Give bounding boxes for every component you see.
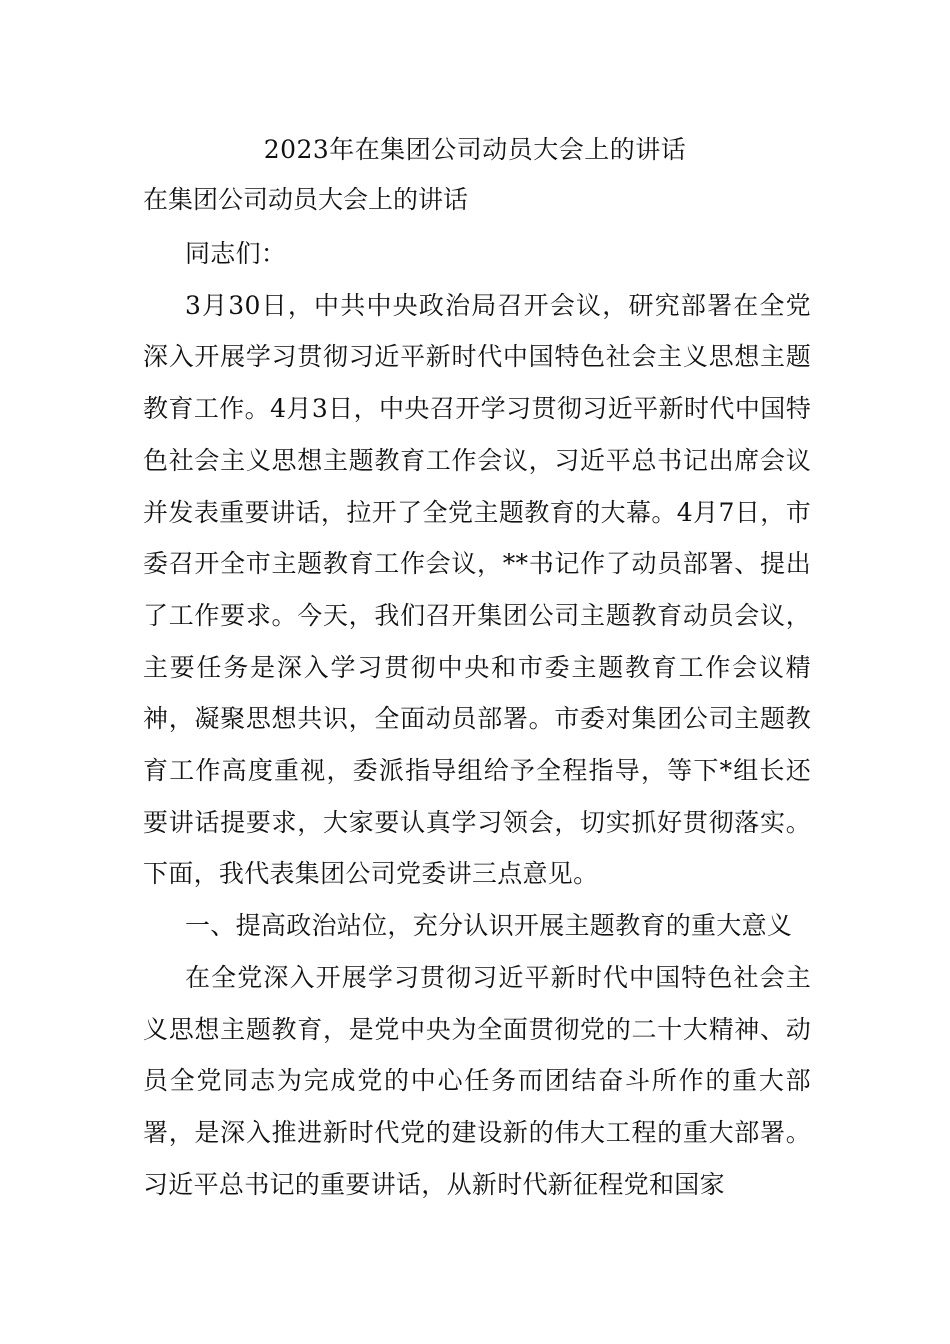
paragraph-section-1: 在全党深入开展学习贯彻习近平新时代中国特色社会主义思想主题教育，是党中央为全面贯彻党的二十大精神、动员全党同志为完成党的中心任务而团结奋斗所作的重大部署，是深入推进新时代党的建设新的伟大工程的重大部署。习近平总书记的重要讲话，从新时代新征程党和国家 bbox=[143, 962, 811, 1199]
paragraph-intro: 3月30日，中共中央政治局召开会议，研究部署在全党深入开展学习贯彻习近平新时代中国特色社会主义思想主题教育工作。4月3日，中央召开学习贯彻习近平新时代中国特色社会主义思想主题教育工作会议，习近平总书记出席会议并发表重要讲话，拉开了全党主题教育的大幕。4月7日，市委召开全市主题教育工作会议，**书记作了动员部署、提出了工作要求。今天，我们召开集团公司主题教育动员会议，主要任务是深入学习贯彻中央和市委主题教育工作会议精神，凝聚思想共识，全面动员部署。市委对集团公司主题教育工作高度重视，委派指导组给予全程指导，等下*组长还要讲话提要求，大家要认真学习领会，切实抓好贯彻落实。下面，我代表集团公司党委讲三点意见。 bbox=[143, 290, 811, 889]
document-subtitle: 在集团公司动员大会上的讲话 bbox=[143, 185, 469, 214]
document-body bbox=[143, 228, 811, 1210]
greeting: 同志们： bbox=[185, 239, 287, 268]
section-heading-1: 一、提高政治站位，充分认识开展主题教育的重大意义 bbox=[185, 911, 793, 941]
document-title: 2023年在集团公司动员大会上的讲话 bbox=[263, 135, 687, 164]
